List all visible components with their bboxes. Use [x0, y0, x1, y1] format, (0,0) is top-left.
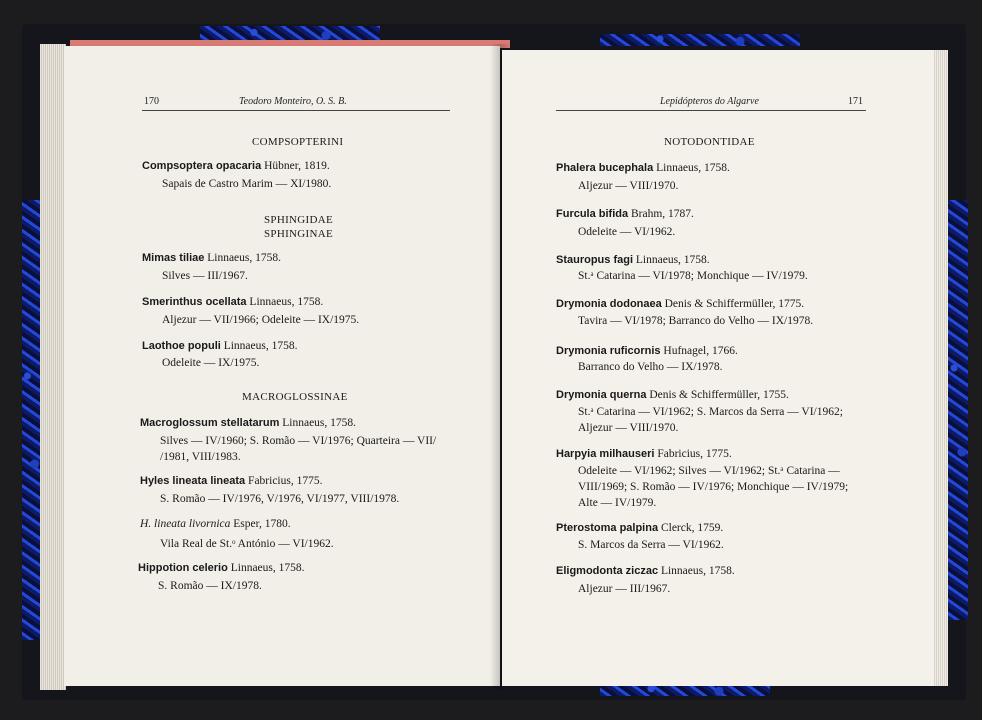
- locality-line: Vila Real de St.ᵒ António — VI/1962.: [160, 538, 334, 550]
- species-name: H. lineata livornica: [140, 518, 231, 530]
- species-name: Harpyia milhauseri: [556, 448, 655, 460]
- locality-line: S. Romão — IX/1978.: [158, 580, 262, 592]
- species-author: Brahm, 1787.: [631, 208, 694, 220]
- species-author: Linnaeus, 1758.: [223, 340, 298, 352]
- species-entry: [140, 518, 291, 530]
- species-author: Clerck, 1759.: [660, 522, 724, 534]
- marbled-endpaper-top-right: [600, 34, 800, 46]
- page-edges-right: [932, 50, 948, 686]
- species-name: Eligmodonta ziczac: [556, 565, 659, 577]
- header-rule: [142, 110, 450, 111]
- marbled-endpaper-left: [22, 200, 40, 640]
- locality-line: Odeleite — IX/1975.: [162, 357, 260, 369]
- section-heading: COMPSOPTERINI: [252, 136, 344, 148]
- locality-line: St.ᵃ Catarina — VI/1962; S. Marcos da Serra — VI/1962;: [578, 406, 843, 418]
- species-name: Drymonia querna: [556, 389, 647, 401]
- locality-line: VIII/1969; S. Romão — IV/1976; Monchique — IV/1979;: [578, 481, 849, 493]
- locality-line: Odeleite — VI/1962.: [578, 226, 676, 238]
- header-rule: [556, 110, 866, 111]
- locality-line: S. Romão — IV/1976, V/1976, VI/1977, VIII/1978.: [160, 493, 400, 505]
- species-name: Phalera bucephala: [556, 162, 654, 174]
- family-heading: SPHINGIDAE: [264, 214, 333, 226]
- family-heading: NOTODONTIDAE: [664, 136, 755, 148]
- species-name: Laothoe populi: [142, 340, 221, 352]
- species-author: Linnaeus, 1758.: [635, 254, 710, 266]
- species-entry: [556, 565, 735, 577]
- locality-line: Aljezur — VIII/1970.: [578, 422, 679, 434]
- species-author: Denis & Schiffermüller, 1775.: [664, 298, 805, 310]
- species-entry: [140, 417, 356, 429]
- locality-line: Aljezur — VII/1966; Odeleite — IX/1975.: [162, 314, 360, 326]
- species-author: Fabricius, 1775.: [657, 448, 732, 460]
- locality-line: /1981, VIII/1983.: [160, 451, 241, 463]
- page-number: 171: [848, 96, 863, 107]
- species-author: Fabricius, 1775.: [248, 475, 323, 487]
- species-name: Furcula bifida: [556, 208, 629, 220]
- left-page: [64, 46, 500, 686]
- locality-line: Silves — IV/1960; S. Romão — VI/1976; Quarteira — VII/: [160, 435, 437, 447]
- locality-line: S. Marcos da Serra — VI/1962.: [578, 539, 724, 551]
- species-entry: [140, 475, 322, 487]
- species-entry: [556, 389, 789, 401]
- page-edges-left: [40, 44, 66, 690]
- species-author: Esper, 1780.: [233, 518, 291, 530]
- species-entry: [142, 160, 330, 172]
- species-entry: [556, 254, 710, 266]
- species-name: Smerinthus ocellata: [142, 296, 247, 308]
- locality-line: Silves — III/1967.: [162, 270, 248, 282]
- locality-line: Barranco do Velho — IX/1978.: [578, 361, 723, 373]
- species-name: Mimas tiliae: [142, 252, 205, 264]
- species-entry: [138, 562, 305, 574]
- page-number: 170: [144, 96, 159, 107]
- species-entry: [142, 296, 323, 308]
- species-name: Drymonia ruficornis: [556, 345, 661, 357]
- species-name: Hippotion celerio: [138, 562, 228, 574]
- species-entry: [556, 298, 804, 310]
- subfamily-heading: MACROGLOSSINAE: [242, 391, 348, 403]
- species-entry: [556, 162, 730, 174]
- species-name: Drymonia dodonaea: [556, 298, 662, 310]
- species-author: Linnaeus, 1758.: [282, 417, 357, 429]
- species-name: Hyles lineata lineata: [140, 475, 246, 487]
- running-header: Teodoro Monteiro, O. S. B.: [239, 96, 347, 107]
- species-entry: [556, 522, 723, 534]
- running-header: Lepidópteros do Algarve: [660, 96, 759, 107]
- locality-line: Tavira — VI/1978; Barranco do Velho — IX/1978.: [578, 315, 814, 327]
- locality-line: Alte — IV/1979.: [578, 497, 657, 509]
- species-author: Denis & Schiffermüller, 1755.: [649, 389, 789, 401]
- species-name: Macroglossum stellatarum: [140, 417, 280, 429]
- locality-line: Sapais de Castro Marim — XI/1980.: [162, 178, 332, 190]
- species-author: Linnaeus, 1758.: [660, 565, 735, 577]
- locality-line: St.ᵃ Catarina — VI/1978; Monchique — IV/1979.: [578, 270, 808, 282]
- right-page: [502, 50, 934, 686]
- species-entry: [556, 345, 738, 357]
- species-author: Hübner, 1819.: [264, 160, 330, 172]
- species-entry: [142, 252, 281, 264]
- marbled-endpaper-right: [948, 200, 968, 620]
- species-author: Hufnagel, 1766.: [663, 345, 738, 357]
- species-author: Linnaeus, 1758.: [249, 296, 324, 308]
- locality-line: Odeleite — VI/1962; Silves — VI/1962; St.ᵃ Catarina —: [578, 465, 840, 477]
- locality-line: Aljezur — III/1967.: [578, 583, 671, 595]
- subfamily-heading: SPHINGINAE: [264, 228, 333, 240]
- species-author: Linnaeus, 1758.: [207, 252, 282, 264]
- species-name: Stauropus fagi: [556, 254, 634, 266]
- species-entry: [142, 340, 297, 352]
- species-entry: [556, 208, 694, 220]
- locality-line: Aljezur — VIII/1970.: [578, 180, 679, 192]
- species-name: Compsoptera opacaria: [142, 160, 262, 172]
- species-author: Linnaeus, 1758.: [656, 162, 730, 174]
- species-author: Linnaeus, 1758.: [230, 562, 305, 574]
- species-entry: [556, 448, 732, 460]
- species-name: Pterostoma palpina: [556, 522, 659, 534]
